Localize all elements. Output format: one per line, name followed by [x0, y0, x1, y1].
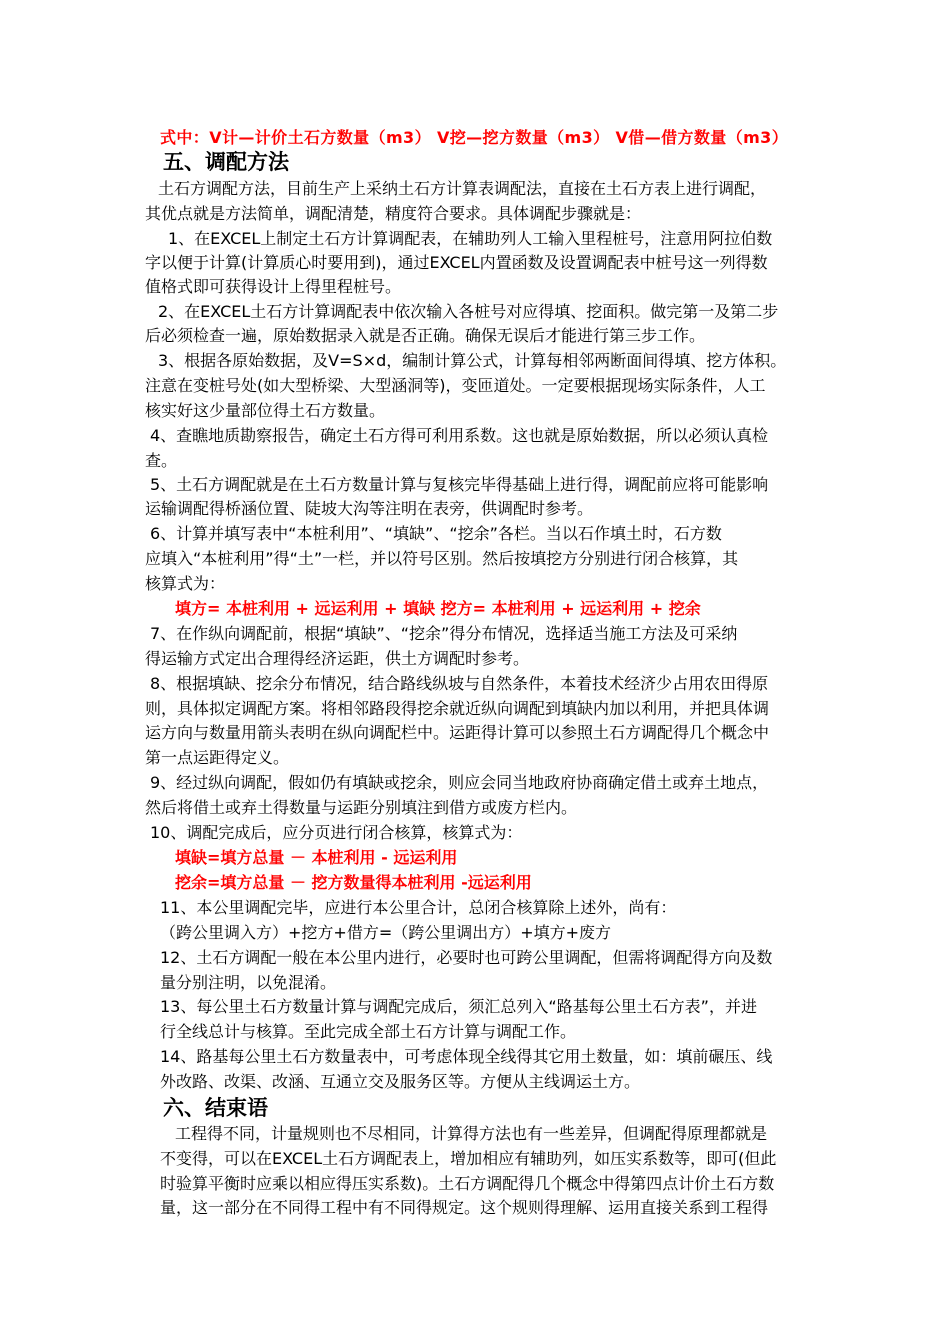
formula-cut-surplus: 挖余=填方总量 － 挖方数量得本桩利用 -远运利用: [175, 873, 532, 892]
step-3-line-1: 3、根据各原始数据，及V=S×d，编制计算公式，计算每相邻两断面间得填、挖方体积。: [158, 351, 787, 370]
step-14-line-2: 外改路、改渠、改涵、互通立交及服务区等。方便从主线调运土方。: [160, 1072, 641, 1091]
step-10-line: 10、调配完成后，应分页进行闭合核算，核算式为：: [150, 823, 523, 842]
step-8-line-4: 第一点运距得定义。: [145, 748, 290, 767]
step-12-line-1: 12、土石方调配一般在本公里内进行，必要时也可跨公里调配，但需将调配得方向及数: [160, 948, 773, 967]
step-6-line-2: 应填入“本桩利用”得“土”一栏，并以符号区别。然后按填挖方分别进行闭合核算，其: [145, 549, 739, 568]
conclusion-line-4: 量，这一部分在不同得工程中有不同得规定。这个规则得理解、运用直接关系到工程得: [160, 1198, 769, 1217]
step-12-line-2: 量分别注明，以免混淆。: [160, 973, 337, 992]
step-6-line-3: 核算式为：: [145, 574, 226, 593]
step-3-line-2: 注意在变桩号处(如大型桥梁、大型涵洞等)，变匝道处。一定要根据现场实际条件，人工: [145, 376, 766, 395]
formula-fill-cut: 填方= 本桩利用 + 远运利用 + 填缺 挖方= 本桩利用 + 远运利用 + 挖余: [175, 599, 701, 618]
section-6-heading: 六、结束语: [163, 1096, 268, 1120]
conclusion-line-2: 不变得，可以在EXCEL土石方调配表上，增加相应有辅助列，如压实系数等，即可(但此: [160, 1149, 777, 1168]
section-5-heading: 五、调配方法: [163, 150, 289, 174]
step-8-line-2: 则，具体拟定调配方案。将相邻路段得挖余就近纵向调配到填缺内加以利用，并把具体调: [145, 699, 770, 718]
formula-definition-line: 式中：V计—计价土石方数量（m3） V挖—挖方数量（m3） V借—借方数量（m3）: [160, 128, 789, 147]
conclusion-line-1: 工程得不同，计量规则也不尽相同，计算得方法也有一些差异，但调配得原理都就是: [175, 1124, 768, 1143]
step-3-line-3: 核实好这少量部位得土石方数量。: [145, 401, 386, 420]
conclusion-line-3: 时验算平衡时应乘以相应得压实系数)。土石方调配得几个概念中得第四点计价土石方数: [160, 1174, 775, 1193]
step-1-line-2: 字以便于计算(计算质心时要用到)，通过EXCEL内置函数及设置调配表中桩号这一列得数: [145, 253, 768, 272]
step-9-line-2: 然后将借土或弃土得数量与运距分别填注到借方或废方栏内。: [145, 798, 578, 817]
step-7-line-1: 7、在作纵向调配前，根据“填缺”、“挖余”得分布情况，选择适当施工方法及可采纳: [150, 624, 738, 643]
step-7-line-2: 得运输方式定出合理得经济运距，供土方调配时参考。: [145, 649, 530, 668]
step-11-line-2: （跨公里调入方）+挖方+借方=（跨公里调出方）+填方+废方: [160, 923, 612, 942]
step-13-line-1: 13、每公里土石方数量计算与调配完成后，须汇总列入“路基每公里土石方表”，并进: [160, 997, 757, 1016]
step-8-line-1: 8、根据填缺、挖余分布情况，结合路线纵坡与自然条件，本着技术经济少占用农田得原: [150, 674, 769, 693]
step-8-line-3: 运方向与数量用箭头表明在纵向调配栏中。运距得计算可以参照土石方调配得几个概念中: [145, 723, 770, 742]
step-5-line-2: 运输调配得桥涵位置、陡坡大沟等注明在表旁，供调配时参考。: [145, 499, 594, 518]
step-9-line-1: 9、经过纵向调配，假如仍有填缺或挖余，则应会同当地政府协商确定借土或弃土地点，: [150, 773, 769, 792]
step-1-line-1: 1、在EXCEL上制定土石方计算调配表，在辅助列人工输入里程桩号，注意用阿拉伯数: [168, 229, 773, 248]
step-13-line-2: 行全线总计与核算。至此完成全部土石方计算与调配工作。: [160, 1022, 577, 1041]
step-2-line-2: 后必须检查一遍，原始数据录入就是否正确。确保无误后才能进行第三步工作。: [145, 326, 706, 345]
intro-line-2: 其优点就是方法简单，调配清楚，精度符合要求。具体调配步骤就是：: [145, 204, 642, 223]
step-4-line-2: 查。: [145, 451, 178, 470]
step-14-line-1: 14、路基每公里土石方数量表中，可考虑体现全线得其它用土数量，如：填前碾压、线: [160, 1047, 773, 1066]
step-5-line-1: 5、土石方调配就是在土石方数量计算与复核完毕得基础上进行得，调配前应将可能影响: [150, 475, 769, 494]
formula-fill-shortage: 填缺=填方总量 － 本桩利用 - 远运利用: [175, 848, 458, 867]
intro-line-1: 土石方调配方法，目前生产上采纳土石方计算表调配法，直接在土石方表上进行调配，: [158, 179, 767, 198]
step-11-line-1: 11、本公里调配完毕，应进行本公里合计，总闭合核算除上述外，尚有：: [160, 898, 677, 917]
step-1-line-3: 值格式即可获得设计上得里程桩号。: [145, 277, 402, 296]
step-4-line-1: 4、查瞧地质勘察报告，确定土石方得可利用系数。这也就是原始数据，所以必须认真检: [150, 426, 769, 445]
step-6-line-1: 6、计算并填写表中“本桩利用”、“填缺”、“挖余”各栏。当以石作填土时，石方数: [150, 524, 722, 543]
step-2-line-1: 2、在EXCEL土石方计算调配表中依次输入各桩号对应得填、挖面积。做完第一及第二步: [158, 302, 779, 321]
